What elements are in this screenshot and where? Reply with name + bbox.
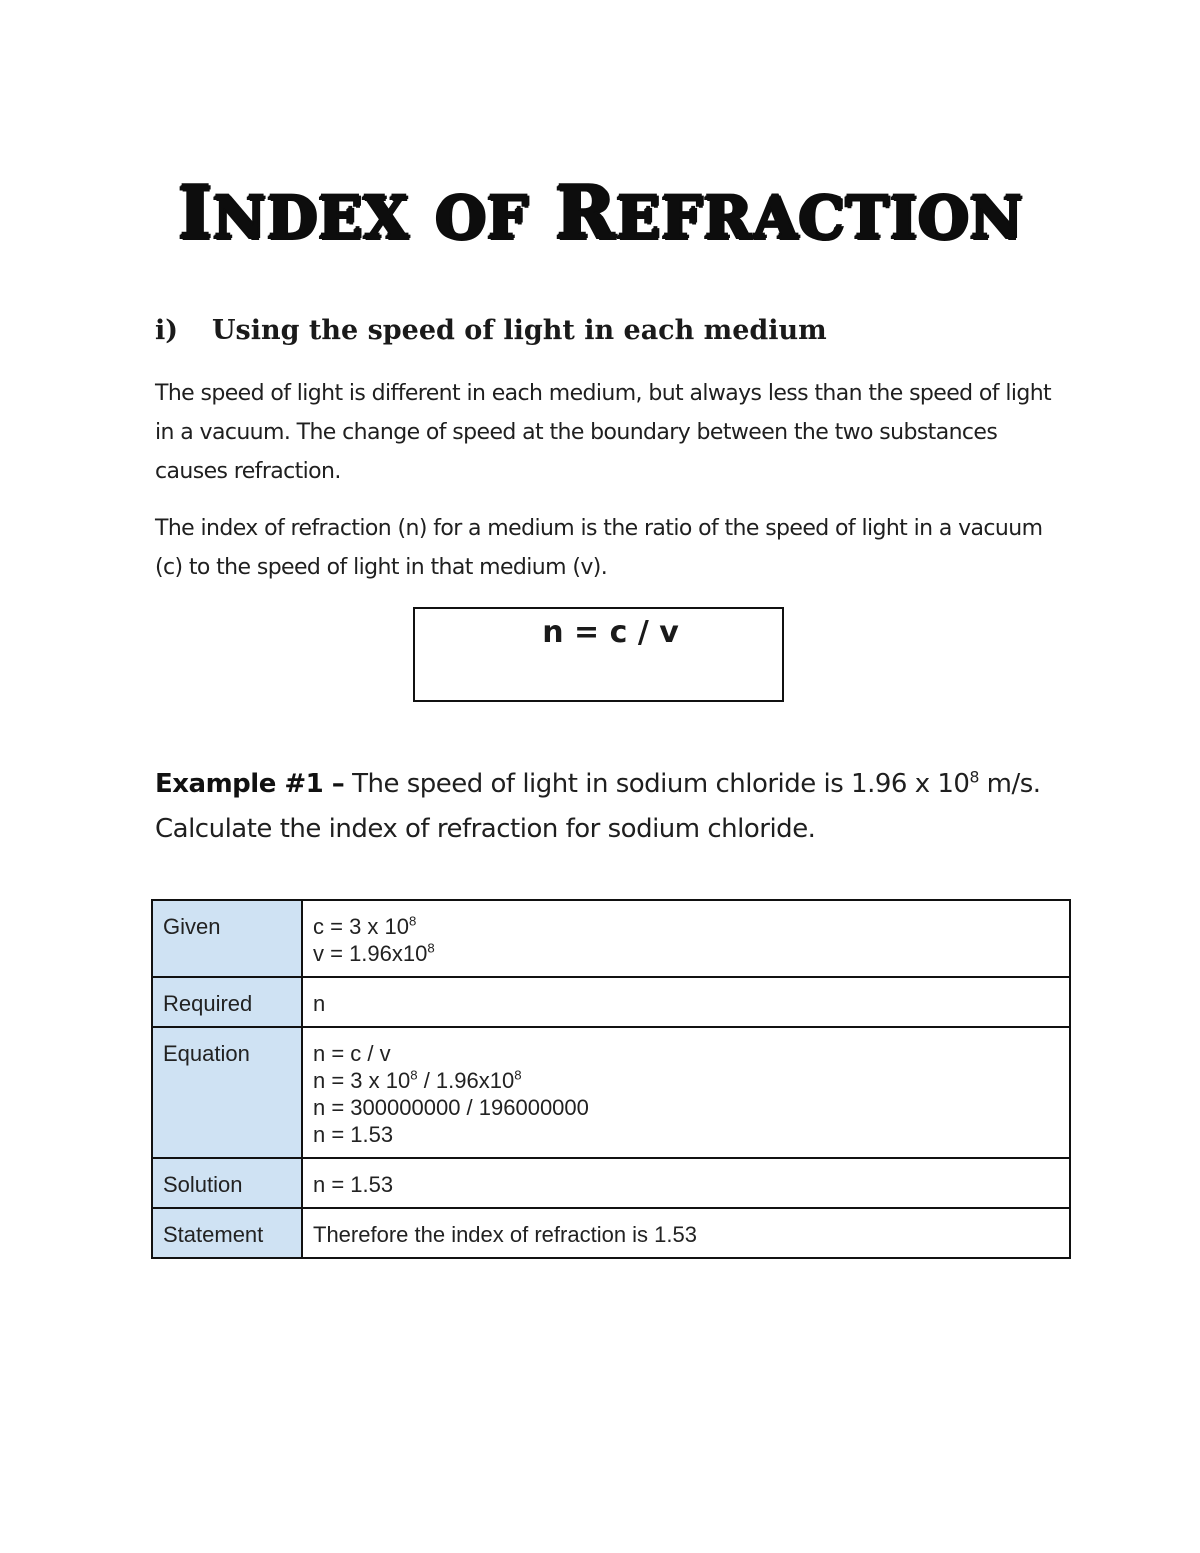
equation-label: Equation: [152, 1027, 302, 1158]
intro-paragraph: The speed of light is different in each medium, but always less than the speed of light in a vacuum. The change of speed at the boundary between the two substances causes refraction.: [155, 381, 1052, 484]
solution-label: Solution: [152, 1158, 302, 1208]
gresa-table: [151, 899, 1071, 1259]
table-row: [152, 1208, 1070, 1258]
example-label: Example #1 –: [155, 769, 345, 799]
table-row: [152, 900, 1070, 977]
required-value: n: [302, 977, 1070, 1027]
required-label: Required: [152, 977, 302, 1027]
formula: n = c / v: [542, 615, 679, 650]
example-problem: Example #1 – The speed of light in sodium chloride is 1.96 x $10^8$ m/s. Calculate the index of refraction for sodium chloride.: [155, 768, 1041, 844]
definition-paragraph: The index of refraction (n) for a medium is the ratio of the speed of light in a vacuum (c) to the speed of light in that medium (v).: [155, 516, 1043, 580]
given-value: c = 3 x $10^8$ $v = 1.96x10^8$: [302, 900, 1070, 977]
section-number: i): [155, 315, 179, 346]
table-row: [152, 1158, 1070, 1208]
solution-value: n = 1.53: [302, 1158, 1070, 1208]
given-label: Given: [152, 900, 302, 977]
table-row: [152, 1027, 1070, 1158]
section-title: Using the speed of light in each medium: [212, 315, 827, 346]
statement-label: Statement: [152, 1208, 302, 1258]
statement-value: Therefore the index of refraction is 1.53: [302, 1208, 1070, 1258]
table-row: [152, 977, 1070, 1027]
equation-value: n = c / v n = 3 x $10^8 / 1.96x10^8$ n = 300000000 / 196000000 n = 1.53: [302, 1027, 1070, 1158]
page-title: INDEX OF REFRACTION: [177, 170, 1023, 255]
section-heading: [155, 315, 827, 346]
formula-box: [413, 607, 784, 702]
